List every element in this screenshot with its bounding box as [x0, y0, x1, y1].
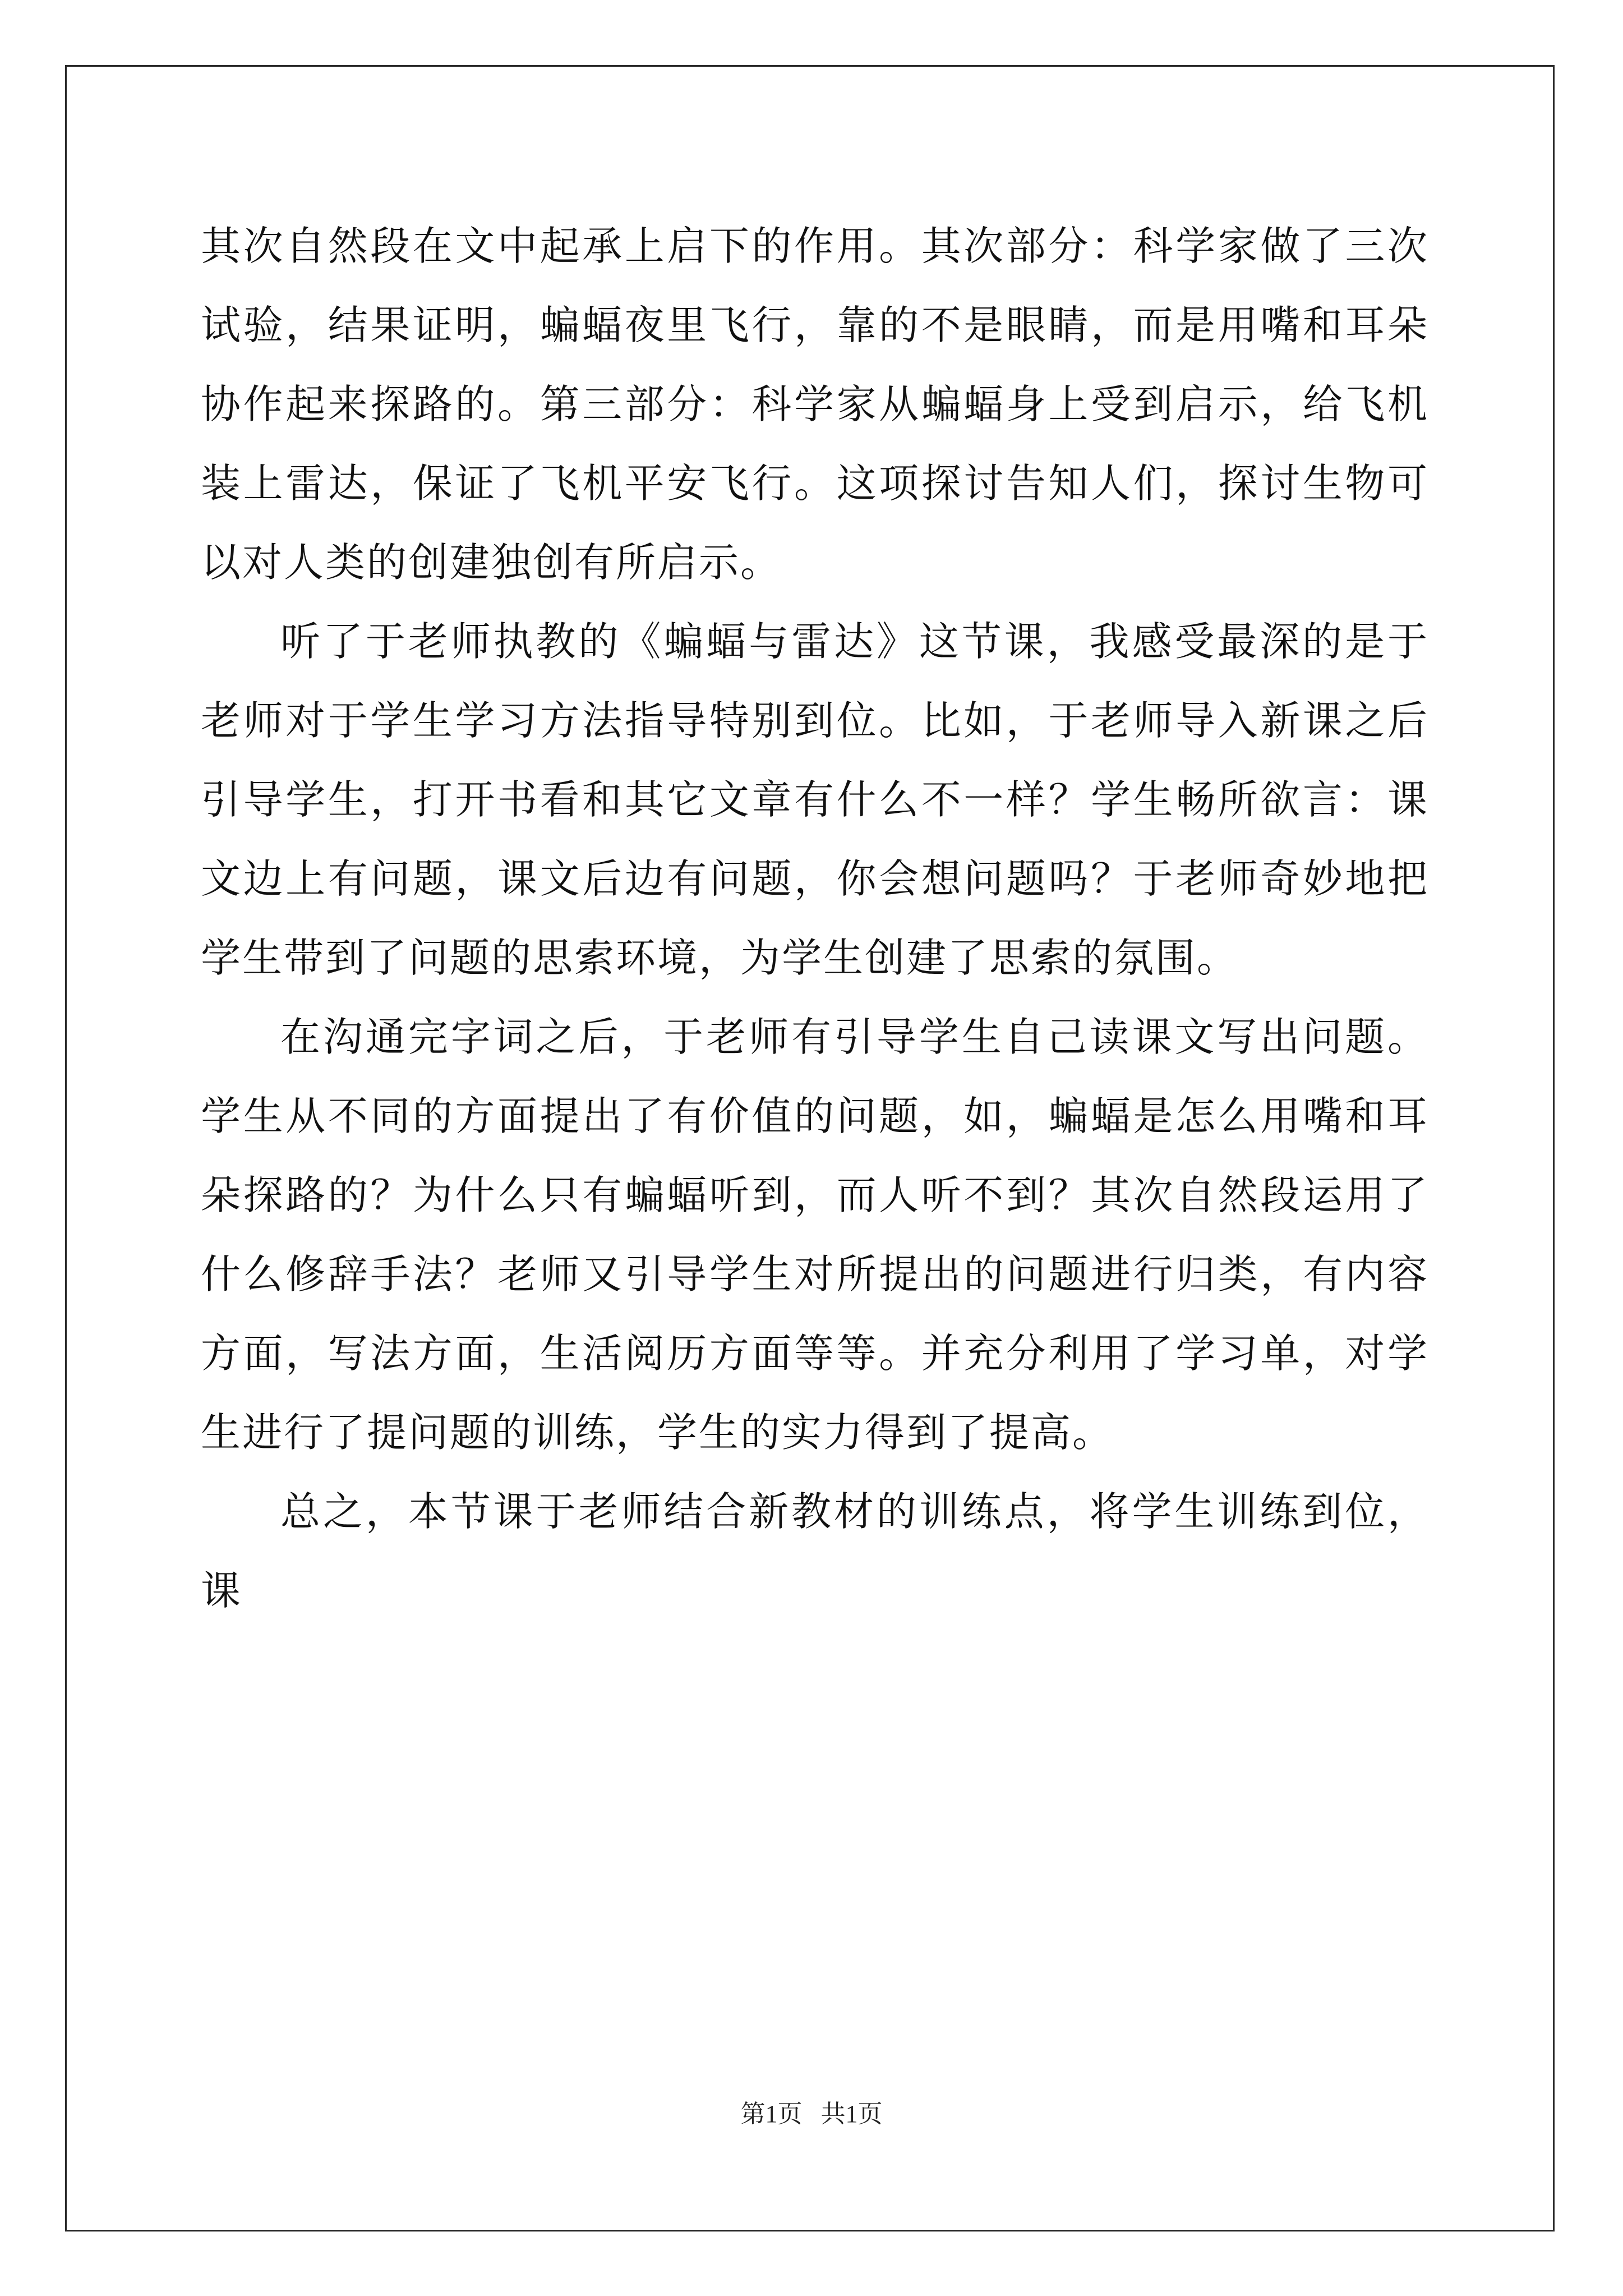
paragraph-4: 总之，本节课于老师结合新教材的训练点，将学生训练到位，课	[201, 1488, 1429, 1614]
paragraph-1: 其次自然段在文中起承上启下的作用。其次部分：科学家做了三次试验，结果证明，蝙蝠夜里飞行，靠的不是眼睛，而是用嘴和耳朵协作起来探路的。第三部分：科学家从蝙蝠身上受到启示，给飞机装上雷达，保证了飞机平安飞行。这项探讨告知人们，探讨生物可以对人类的创建独创有所启示。	[201, 223, 1429, 586]
page-footer: 第1页 共1页	[740, 2100, 883, 2128]
paragraph-2: 听了于老师执教的《蝙蝠与雷达》这节课，我感受最深的是于老师对于学生学习方法指导特别到位。比如，于老师导入新课之后引导学生，打开书看和其它文章有什么不一样？学生畅所欲言：课文边上有问题，课文后边有问题，你会想问题吗？于老师奇妙地把学生带到了问题的思索环境，为学生创建了思索的氛围。	[201, 618, 1429, 981]
paragraph-3: 在沟通完字词之后，于老师有引导学生自己读课文写出问题。学生从不同的方面提出了有价值的问题，如，蝙蝠是怎么用嘴和耳朵探路的？为什么只有蝙蝠听到，而人听不到？其次自然段运用了什么修辞手法？老师又引导学生对所提出的问题进行归类，有内容方面，写法方面，生活阅历方面等等。并充分利用了学习单，对学生进行了提问题的训练，学生的实力得到了提高。	[201, 1014, 1429, 1456]
document-body	[201, 206, 1429, 1630]
